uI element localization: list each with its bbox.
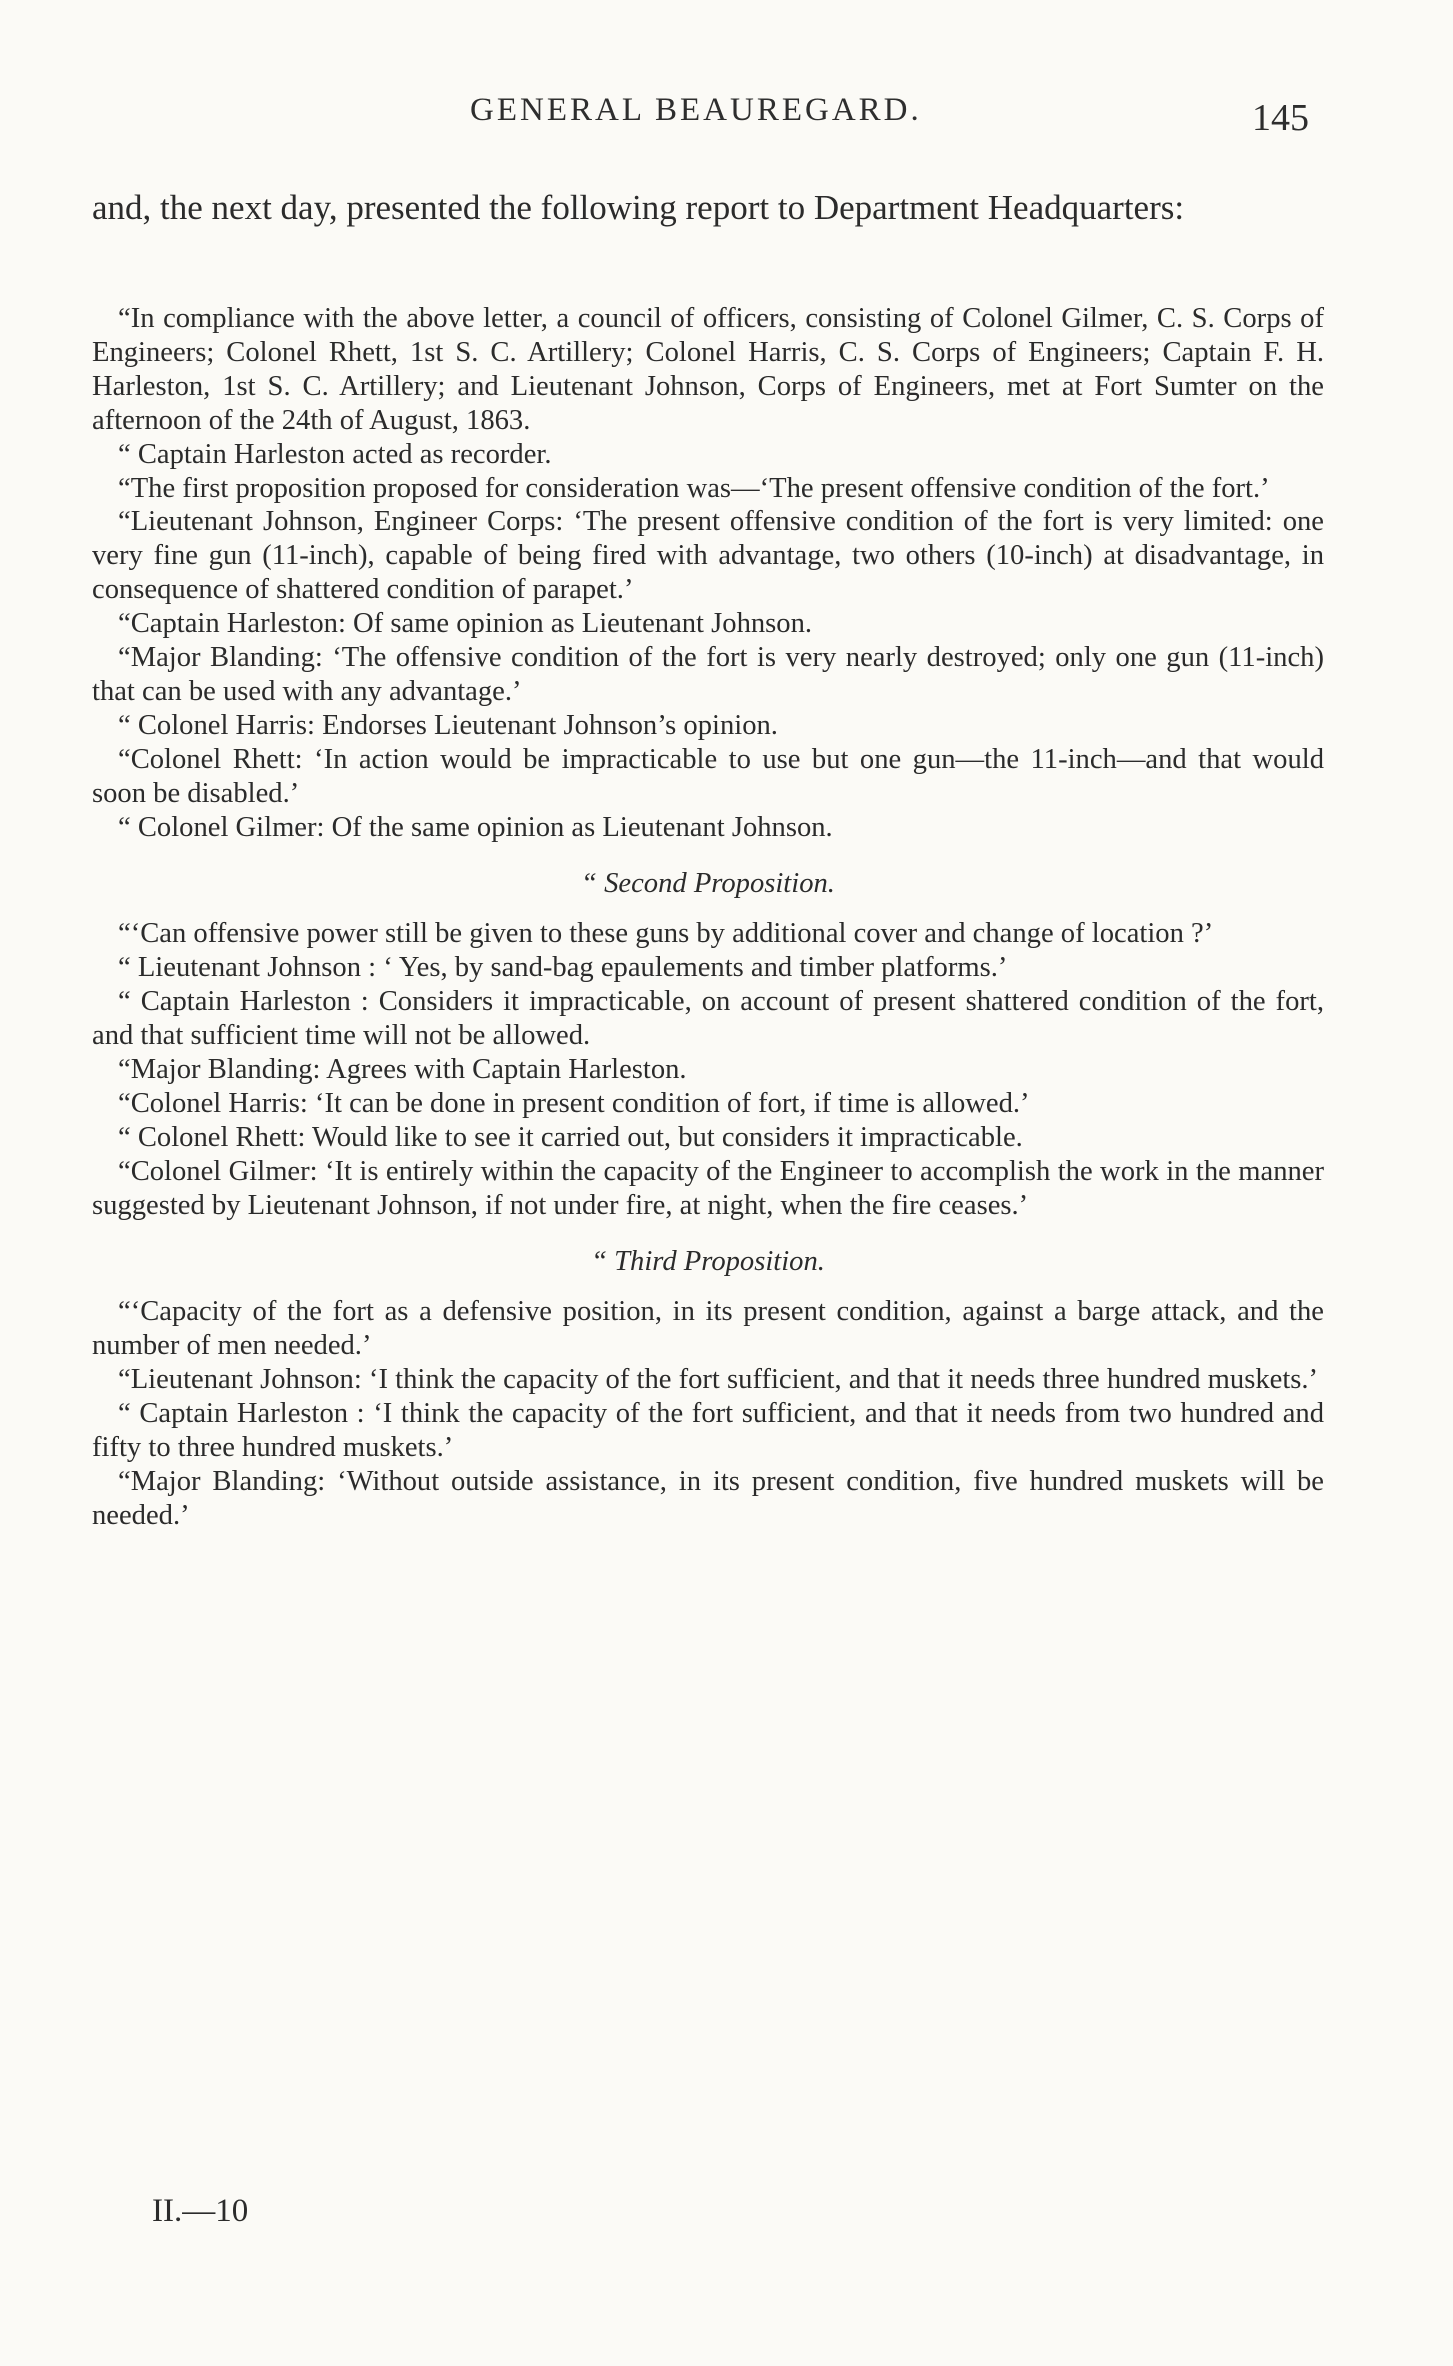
paragraph-recorder: “ Captain Harleston acted as recorder.: [118, 438, 552, 470]
running-head: GENERAL BEAUREGARD.: [470, 92, 922, 128]
paragraph-blanding-3: “Major Blanding: ‘Without outside assistance, in its present condition, five hundred muskets will be needed.’: [92, 1466, 1324, 1531]
lead-paragraph-block: [92, 186, 1324, 230]
paragraph-johnson-2: “ Lieutenant Johnson : ‘ Yes, by sand-bag epaulements and timber platforms.’: [118, 952, 1008, 984]
paragraph-gilmer-2: “Colonel Gilmer: ‘It is entirely within the capacity of the Engineer to accomplish the work in the manner suggested by Lieutenant Johnson, if not under fire, at night, when the fire ceases.’: [92, 1155, 1324, 1221]
paragraph-rhett-2: “ Colonel Rhett: Would like to see it carried out, but considers it impracticable.: [118, 1121, 1023, 1153]
page-number: 145: [1252, 97, 1309, 139]
paragraph-harleston-2: “ Captain Harleston : Considers it impracticable, on account of present shattered condition of the fort, and that sufficient time will not be allowed.: [92, 986, 1324, 1052]
page-header: [0, 92, 1453, 152]
paragraph-harleston-1: “Captain Harleston: Of same opinion as Lieutenant Johnson.: [118, 608, 813, 640]
paragraph-johnson-3: “Lieutenant Johnson: ‘I think the capacity of the fort sufficient, and that it needs three hundred muskets.’: [118, 1364, 1319, 1396]
paragraph-harleston-3: “ Captain Harleston : ‘I think the capacity of the fort sufficient, and that it needs from two hundred and fifty to three hundred muskets.’: [92, 1398, 1324, 1464]
paragraph-harris-1: “ Colonel Harris: Endorses Lieutenant Johnson’s opinion.: [118, 709, 778, 741]
paragraph-council: “In compliance with the above letter, a council of officers, consisting of Colonel Gilmer, C. S. Corps of Engineers; Colonel Rhett, 1st S. C. Artillery; Colonel Harris, C. S. Corps of Engineers; Captain F. H. Harleston, 1st S. C. Artillery; and Lieutenant Johnson, Corps of Engineers, met at Fort Sumter on the afternoon of the 24th of August, 1863.: [92, 303, 1324, 436]
paragraph-gilmer-1: “ Colonel Gilmer: Of the same opinion as Lieutenant Johnson.: [118, 811, 833, 843]
lead-paragraph: and, the next day, presented the following report to Department Headquarters:: [92, 188, 1185, 227]
report-text: [92, 302, 1324, 1533]
paragraph-johnson-1: “Lieutenant Johnson, Engineer Corps: ‘The present offensive condition of the fort is very limited: one very fine gun (11-inch), capable of being fired with advantage, two others (10-inch) at disadvantage, in consequence of shattered condition of parapet.’: [92, 506, 1324, 606]
paragraph-second-question: “‘Can offensive power still be given to these guns by additional cover and change of location ?’: [118, 918, 1214, 950]
signature-mark: II.—10: [152, 2193, 249, 2229]
paragraph-blanding-1: “Major Blanding: ‘The offensive condition of the fort is very nearly destroyed; only one gun (11-inch) that can be used with any advantage.’: [92, 642, 1324, 707]
paragraph-harris-2: “Colonel Harris: ‘It can be done in present condition of fort, if time is allowed.’: [118, 1087, 1030, 1119]
heading-third-proposition: “ Third Proposition.: [591, 1245, 825, 1277]
paragraph-third-question: “‘Capacity of the fort as a defensive position, in its present condition, against a barge attack, and the number of men needed.’: [92, 1296, 1324, 1362]
paragraph-first-proposition: “The first proposition proposed for consideration was—‘The present offensive condition of the fort.’: [118, 472, 1270, 504]
paragraph-rhett-1: “Colonel Rhett: ‘In action would be impracticable to use but one gun—the 11-inch—and that would soon be disabled.’: [92, 743, 1324, 809]
paragraph-blanding-2: “Major Blanding: Agrees with Captain Harleston.: [118, 1054, 687, 1086]
heading-second-proposition: “ Second Proposition.: [581, 867, 835, 899]
